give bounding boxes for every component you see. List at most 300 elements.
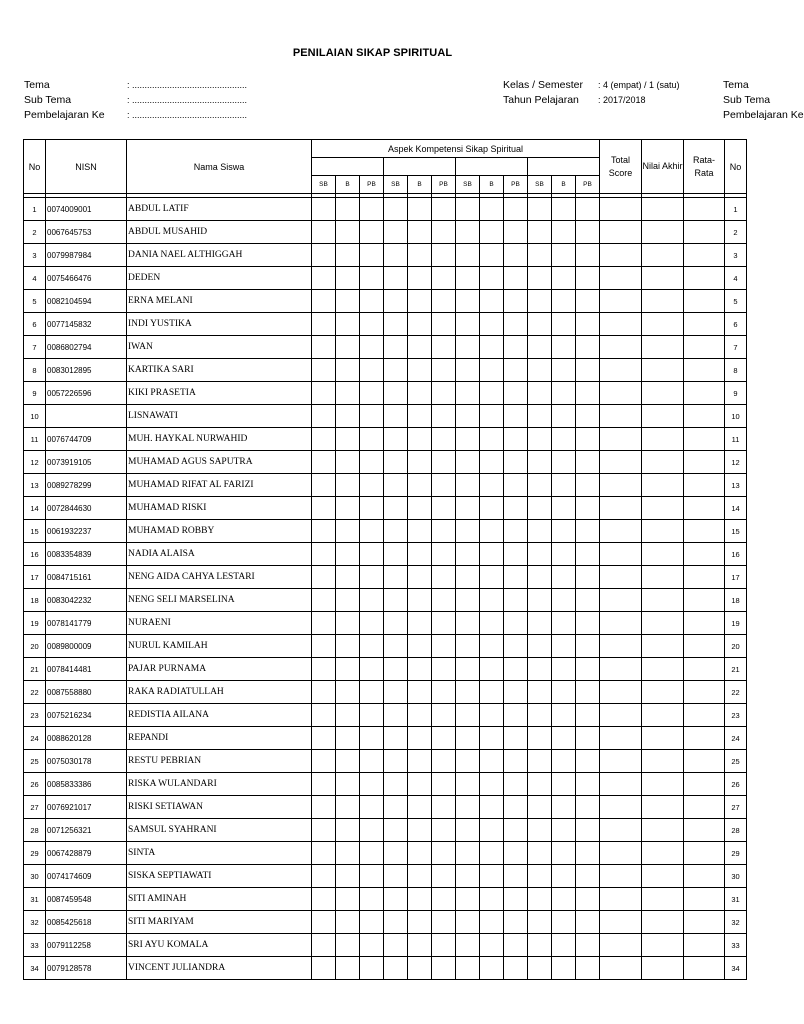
score-cell[interactable] (504, 543, 528, 566)
score-cell[interactable] (360, 497, 384, 520)
score-cell[interactable] (552, 336, 576, 359)
score-cell[interactable] (360, 773, 384, 796)
total-score-cell[interactable] (600, 635, 642, 658)
score-cell[interactable] (312, 382, 336, 405)
score-cell[interactable] (360, 313, 384, 336)
score-cell[interactable] (552, 635, 576, 658)
score-cell[interactable] (408, 819, 432, 842)
score-cell[interactable] (504, 957, 528, 980)
score-cell[interactable] (312, 566, 336, 589)
score-cell[interactable] (576, 658, 600, 681)
score-cell[interactable] (552, 796, 576, 819)
score-cell[interactable] (408, 658, 432, 681)
score-cell[interactable] (576, 750, 600, 773)
score-cell[interactable] (312, 221, 336, 244)
score-cell[interactable] (504, 520, 528, 543)
score-cell[interactable] (552, 267, 576, 290)
score-cell[interactable] (456, 635, 480, 658)
average-cell[interactable] (684, 382, 725, 405)
score-cell[interactable] (480, 336, 504, 359)
score-cell[interactable] (312, 336, 336, 359)
score-cell[interactable] (456, 957, 480, 980)
score-cell[interactable] (384, 842, 408, 865)
score-cell[interactable] (480, 290, 504, 313)
score-cell[interactable] (552, 658, 576, 681)
average-cell[interactable] (684, 773, 725, 796)
total-score-cell[interactable] (600, 451, 642, 474)
score-cell[interactable] (384, 911, 408, 934)
score-cell[interactable] (456, 865, 480, 888)
score-cell[interactable] (528, 566, 552, 589)
score-cell[interactable] (528, 497, 552, 520)
score-cell[interactable] (336, 773, 360, 796)
score-cell[interactable] (552, 313, 576, 336)
score-cell[interactable] (408, 359, 432, 382)
score-cell[interactable] (504, 451, 528, 474)
score-cell[interactable] (384, 267, 408, 290)
score-cell[interactable] (432, 497, 456, 520)
score-cell[interactable] (504, 198, 528, 221)
final-score-cell[interactable] (642, 773, 684, 796)
score-cell[interactable] (384, 359, 408, 382)
total-score-cell[interactable] (600, 727, 642, 750)
score-cell[interactable] (480, 773, 504, 796)
score-cell[interactable] (432, 405, 456, 428)
average-cell[interactable] (684, 451, 725, 474)
score-cell[interactable] (432, 198, 456, 221)
score-cell[interactable] (528, 359, 552, 382)
score-cell[interactable] (384, 796, 408, 819)
score-cell[interactable] (528, 796, 552, 819)
score-cell[interactable] (360, 727, 384, 750)
score-cell[interactable] (576, 865, 600, 888)
score-cell[interactable] (384, 773, 408, 796)
score-cell[interactable] (336, 589, 360, 612)
score-cell[interactable] (504, 497, 528, 520)
score-cell[interactable] (552, 934, 576, 957)
score-cell[interactable] (528, 612, 552, 635)
score-cell[interactable] (528, 635, 552, 658)
score-cell[interactable] (528, 313, 552, 336)
score-cell[interactable] (504, 313, 528, 336)
average-cell[interactable] (684, 405, 725, 428)
score-cell[interactable] (456, 267, 480, 290)
score-cell[interactable] (576, 796, 600, 819)
score-cell[interactable] (432, 566, 456, 589)
average-cell[interactable] (684, 727, 725, 750)
score-cell[interactable] (360, 198, 384, 221)
score-cell[interactable] (432, 359, 456, 382)
score-cell[interactable] (456, 198, 480, 221)
score-cell[interactable] (336, 451, 360, 474)
score-cell[interactable] (312, 842, 336, 865)
total-score-cell[interactable] (600, 704, 642, 727)
final-score-cell[interactable] (642, 750, 684, 773)
score-cell[interactable] (432, 474, 456, 497)
score-cell[interactable] (312, 543, 336, 566)
score-cell[interactable] (576, 612, 600, 635)
score-cell[interactable] (576, 267, 600, 290)
final-score-cell[interactable] (642, 727, 684, 750)
score-cell[interactable] (384, 520, 408, 543)
final-score-cell[interactable] (642, 635, 684, 658)
score-cell[interactable] (456, 543, 480, 566)
score-cell[interactable] (360, 244, 384, 267)
score-cell[interactable] (384, 497, 408, 520)
final-score-cell[interactable] (642, 704, 684, 727)
average-cell[interactable] (684, 520, 725, 543)
average-cell[interactable] (684, 635, 725, 658)
score-cell[interactable] (408, 267, 432, 290)
score-cell[interactable] (480, 658, 504, 681)
score-cell[interactable] (360, 658, 384, 681)
score-cell[interactable] (504, 635, 528, 658)
score-cell[interactable] (480, 681, 504, 704)
average-cell[interactable] (684, 681, 725, 704)
score-cell[interactable] (504, 750, 528, 773)
final-score-cell[interactable] (642, 842, 684, 865)
score-cell[interactable] (312, 635, 336, 658)
average-cell[interactable] (684, 842, 725, 865)
average-cell[interactable] (684, 428, 725, 451)
average-cell[interactable] (684, 290, 725, 313)
score-cell[interactable] (312, 589, 336, 612)
score-cell[interactable] (336, 382, 360, 405)
total-score-cell[interactable] (600, 543, 642, 566)
final-score-cell[interactable] (642, 911, 684, 934)
score-cell[interactable] (312, 497, 336, 520)
score-cell[interactable] (456, 451, 480, 474)
score-cell[interactable] (432, 911, 456, 934)
final-score-cell[interactable] (642, 612, 684, 635)
score-cell[interactable] (360, 796, 384, 819)
final-score-cell[interactable] (642, 934, 684, 957)
total-score-cell[interactable] (600, 221, 642, 244)
score-cell[interactable] (480, 543, 504, 566)
score-cell[interactable] (360, 451, 384, 474)
score-cell[interactable] (336, 474, 360, 497)
score-cell[interactable] (504, 819, 528, 842)
score-cell[interactable] (456, 842, 480, 865)
score-cell[interactable] (552, 911, 576, 934)
score-cell[interactable] (480, 750, 504, 773)
score-cell[interactable] (504, 221, 528, 244)
total-score-cell[interactable] (600, 497, 642, 520)
score-cell[interactable] (528, 382, 552, 405)
score-cell[interactable] (360, 290, 384, 313)
score-cell[interactable] (456, 405, 480, 428)
score-cell[interactable] (552, 543, 576, 566)
total-score-cell[interactable] (600, 934, 642, 957)
score-cell[interactable] (336, 566, 360, 589)
score-cell[interactable] (528, 934, 552, 957)
score-cell[interactable] (360, 888, 384, 911)
score-cell[interactable] (336, 543, 360, 566)
final-score-cell[interactable] (642, 474, 684, 497)
total-score-cell[interactable] (600, 520, 642, 543)
score-cell[interactable] (528, 405, 552, 428)
score-cell[interactable] (408, 589, 432, 612)
score-cell[interactable] (336, 405, 360, 428)
total-score-cell[interactable] (600, 865, 642, 888)
score-cell[interactable] (576, 566, 600, 589)
score-cell[interactable] (576, 888, 600, 911)
total-score-cell[interactable] (600, 313, 642, 336)
score-cell[interactable] (312, 405, 336, 428)
score-cell[interactable] (504, 658, 528, 681)
score-cell[interactable] (480, 635, 504, 658)
score-cell[interactable] (456, 888, 480, 911)
score-cell[interactable] (408, 244, 432, 267)
score-cell[interactable] (576, 934, 600, 957)
score-cell[interactable] (504, 842, 528, 865)
score-cell[interactable] (480, 934, 504, 957)
average-cell[interactable] (684, 543, 725, 566)
total-score-cell[interactable] (600, 428, 642, 451)
score-cell[interactable] (408, 681, 432, 704)
score-cell[interactable] (360, 681, 384, 704)
score-cell[interactable] (336, 911, 360, 934)
score-cell[interactable] (504, 796, 528, 819)
score-cell[interactable] (360, 221, 384, 244)
final-score-cell[interactable] (642, 681, 684, 704)
score-cell[interactable] (360, 359, 384, 382)
final-score-cell[interactable] (642, 497, 684, 520)
score-cell[interactable] (456, 681, 480, 704)
final-score-cell[interactable] (642, 198, 684, 221)
total-score-cell[interactable] (600, 244, 642, 267)
total-score-cell[interactable] (600, 911, 642, 934)
score-cell[interactable] (576, 497, 600, 520)
score-cell[interactable] (312, 957, 336, 980)
total-score-cell[interactable] (600, 336, 642, 359)
score-cell[interactable] (576, 451, 600, 474)
score-cell[interactable] (480, 727, 504, 750)
score-cell[interactable] (432, 382, 456, 405)
score-cell[interactable] (576, 313, 600, 336)
score-cell[interactable] (336, 727, 360, 750)
score-cell[interactable] (528, 888, 552, 911)
score-cell[interactable] (432, 704, 456, 727)
score-cell[interactable] (408, 382, 432, 405)
score-cell[interactable] (528, 336, 552, 359)
final-score-cell[interactable] (642, 405, 684, 428)
score-cell[interactable] (576, 819, 600, 842)
score-cell[interactable] (432, 681, 456, 704)
score-cell[interactable] (528, 428, 552, 451)
score-cell[interactable] (432, 313, 456, 336)
score-cell[interactable] (576, 198, 600, 221)
score-cell[interactable] (408, 911, 432, 934)
score-cell[interactable] (336, 934, 360, 957)
score-cell[interactable] (312, 681, 336, 704)
score-cell[interactable] (456, 750, 480, 773)
score-cell[interactable] (336, 336, 360, 359)
score-cell[interactable] (336, 750, 360, 773)
score-cell[interactable] (576, 244, 600, 267)
score-cell[interactable] (576, 359, 600, 382)
score-cell[interactable] (360, 520, 384, 543)
score-cell[interactable] (552, 382, 576, 405)
final-score-cell[interactable] (642, 589, 684, 612)
score-cell[interactable] (576, 543, 600, 566)
score-cell[interactable] (384, 888, 408, 911)
score-cell[interactable] (480, 405, 504, 428)
final-score-cell[interactable] (642, 543, 684, 566)
final-score-cell[interactable] (642, 796, 684, 819)
average-cell[interactable] (684, 658, 725, 681)
score-cell[interactable] (528, 819, 552, 842)
score-cell[interactable] (360, 635, 384, 658)
score-cell[interactable] (504, 727, 528, 750)
score-cell[interactable] (456, 359, 480, 382)
total-score-cell[interactable] (600, 819, 642, 842)
score-cell[interactable] (336, 313, 360, 336)
score-cell[interactable] (576, 681, 600, 704)
score-cell[interactable] (480, 612, 504, 635)
score-cell[interactable] (360, 957, 384, 980)
score-cell[interactable] (360, 336, 384, 359)
score-cell[interactable] (480, 198, 504, 221)
score-cell[interactable] (432, 589, 456, 612)
score-cell[interactable] (480, 313, 504, 336)
final-score-cell[interactable] (642, 451, 684, 474)
score-cell[interactable] (312, 198, 336, 221)
score-cell[interactable] (552, 198, 576, 221)
score-cell[interactable] (384, 819, 408, 842)
score-cell[interactable] (336, 658, 360, 681)
score-cell[interactable] (432, 865, 456, 888)
score-cell[interactable] (336, 428, 360, 451)
score-cell[interactable] (336, 704, 360, 727)
total-score-cell[interactable] (600, 750, 642, 773)
score-cell[interactable] (312, 267, 336, 290)
score-cell[interactable] (504, 336, 528, 359)
score-cell[interactable] (432, 888, 456, 911)
final-score-cell[interactable] (642, 359, 684, 382)
score-cell[interactable] (360, 865, 384, 888)
score-cell[interactable] (528, 865, 552, 888)
average-cell[interactable] (684, 336, 725, 359)
score-cell[interactable] (456, 911, 480, 934)
average-cell[interactable] (684, 221, 725, 244)
score-cell[interactable] (576, 589, 600, 612)
score-cell[interactable] (336, 290, 360, 313)
score-cell[interactable] (504, 244, 528, 267)
total-score-cell[interactable] (600, 359, 642, 382)
score-cell[interactable] (480, 957, 504, 980)
score-cell[interactable] (456, 589, 480, 612)
total-score-cell[interactable] (600, 382, 642, 405)
final-score-cell[interactable] (642, 336, 684, 359)
final-score-cell[interactable] (642, 957, 684, 980)
score-cell[interactable] (360, 566, 384, 589)
score-cell[interactable] (432, 336, 456, 359)
score-cell[interactable] (408, 336, 432, 359)
score-cell[interactable] (504, 865, 528, 888)
average-cell[interactable] (684, 865, 725, 888)
score-cell[interactable] (384, 244, 408, 267)
score-cell[interactable] (504, 681, 528, 704)
score-cell[interactable] (480, 796, 504, 819)
score-cell[interactable] (384, 589, 408, 612)
score-cell[interactable] (552, 428, 576, 451)
score-cell[interactable] (456, 313, 480, 336)
score-cell[interactable] (336, 520, 360, 543)
score-cell[interactable] (336, 612, 360, 635)
average-cell[interactable] (684, 267, 725, 290)
score-cell[interactable] (408, 221, 432, 244)
score-cell[interactable] (336, 957, 360, 980)
score-cell[interactable] (384, 543, 408, 566)
score-cell[interactable] (432, 773, 456, 796)
score-cell[interactable] (408, 428, 432, 451)
score-cell[interactable] (408, 543, 432, 566)
final-score-cell[interactable] (642, 888, 684, 911)
final-score-cell[interactable] (642, 819, 684, 842)
average-cell[interactable] (684, 911, 725, 934)
score-cell[interactable] (336, 796, 360, 819)
score-cell[interactable] (456, 382, 480, 405)
score-cell[interactable] (456, 290, 480, 313)
score-cell[interactable] (552, 221, 576, 244)
score-cell[interactable] (360, 474, 384, 497)
score-cell[interactable] (336, 681, 360, 704)
final-score-cell[interactable] (642, 428, 684, 451)
score-cell[interactable] (528, 727, 552, 750)
score-cell[interactable] (480, 888, 504, 911)
score-cell[interactable] (408, 290, 432, 313)
score-cell[interactable] (480, 267, 504, 290)
score-cell[interactable] (552, 497, 576, 520)
score-cell[interactable] (576, 221, 600, 244)
score-cell[interactable] (504, 290, 528, 313)
score-cell[interactable] (528, 290, 552, 313)
score-cell[interactable] (576, 704, 600, 727)
score-cell[interactable] (384, 934, 408, 957)
score-cell[interactable] (528, 842, 552, 865)
score-cell[interactable] (312, 911, 336, 934)
average-cell[interactable] (684, 819, 725, 842)
score-cell[interactable] (312, 819, 336, 842)
score-cell[interactable] (408, 474, 432, 497)
score-cell[interactable] (336, 842, 360, 865)
total-score-cell[interactable] (600, 474, 642, 497)
score-cell[interactable] (312, 750, 336, 773)
score-cell[interactable] (552, 842, 576, 865)
score-cell[interactable] (528, 957, 552, 980)
score-cell[interactable] (504, 267, 528, 290)
score-cell[interactable] (576, 773, 600, 796)
score-cell[interactable] (480, 819, 504, 842)
score-cell[interactable] (408, 842, 432, 865)
score-cell[interactable] (456, 796, 480, 819)
score-cell[interactable] (360, 589, 384, 612)
score-cell[interactable] (312, 520, 336, 543)
score-cell[interactable] (528, 750, 552, 773)
score-cell[interactable] (384, 750, 408, 773)
score-cell[interactable] (552, 773, 576, 796)
score-cell[interactable] (552, 451, 576, 474)
score-cell[interactable] (336, 865, 360, 888)
score-cell[interactable] (360, 750, 384, 773)
score-cell[interactable] (384, 704, 408, 727)
total-score-cell[interactable] (600, 888, 642, 911)
score-cell[interactable] (336, 221, 360, 244)
average-cell[interactable] (684, 474, 725, 497)
score-cell[interactable] (504, 911, 528, 934)
total-score-cell[interactable] (600, 198, 642, 221)
